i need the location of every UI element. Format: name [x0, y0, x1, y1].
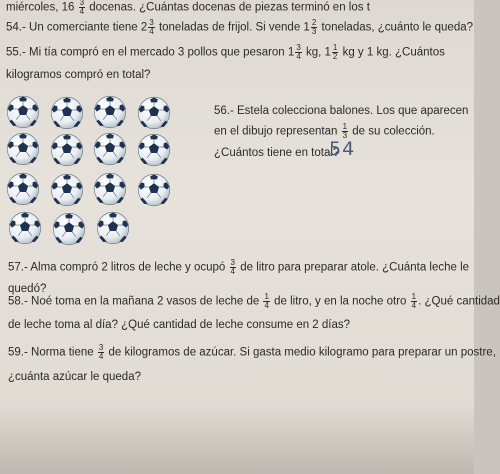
soccer-ball-icon — [93, 132, 127, 166]
text: 58.- Noé toma en la mañana 2 vasos de leche de — [8, 295, 260, 308]
text: miércoles, 16 — [6, 1, 75, 14]
question-58-cont — [8, 318, 350, 332]
text: ¿cuánta azúcar le queda? — [8, 371, 141, 383]
text: toneladas de frijol. Si vende 1 — [158, 21, 310, 34]
question-56 — [214, 104, 468, 118]
question-56-line2 — [214, 123, 435, 140]
text: de litro, y en la noche otro — [274, 295, 407, 308]
soccer-ball-icon — [93, 172, 127, 206]
fraction: $\frac{3}{4}$ — [98, 343, 104, 361]
question-56-line3 — [214, 146, 339, 160]
question-55 — [6, 44, 445, 61]
fraction: $\frac{1}{2}$ — [332, 43, 338, 61]
soccer-ball-icon — [6, 95, 40, 129]
text: quedó? — [8, 283, 47, 295]
soccer-ball-icon — [6, 172, 40, 206]
question-58 — [8, 293, 500, 310]
text: 57.- Alma compró 2 litros de leche y ocupó — [8, 261, 226, 274]
question-55-cont — [6, 68, 150, 82]
text: 56.- Estela colecciona balones. Los que aparecen — [214, 105, 469, 117]
fraction: $\frac{2}{3}$ — [311, 18, 317, 36]
prev-question-line — [6, 0, 370, 16]
question-54 — [6, 19, 473, 36]
text: kg, 1 — [305, 46, 331, 59]
fraction: $\frac{3}{4}$ — [296, 43, 301, 61]
soccer-ball-icon — [137, 173, 171, 207]
text: de litro para preparar atole. ¿Cuánta leche le — [240, 261, 470, 274]
fraction: $\frac{1}{3}$ — [342, 122, 348, 140]
question-59-cont — [8, 370, 141, 384]
soccer-ball-icon — [96, 211, 130, 245]
soccer-ball-icon — [52, 212, 86, 246]
text: . ¿Qué cantidad — [418, 295, 500, 308]
text: kg. ¿Cuántos — [376, 46, 445, 59]
text: 55.- Mi tía compró en el mercado 3 pollos que pesaron 1 — [6, 46, 295, 59]
page-shadow — [0, 404, 474, 474]
soccer-ball-icon — [6, 132, 40, 166]
fraction: $\frac{3}{4}$ — [230, 258, 235, 276]
soccer-ball-icon — [50, 173, 84, 207]
text: de su colección. — [352, 125, 435, 138]
text: ¿Cuántos tiene en total? — [214, 147, 340, 159]
soccer-ball-icon — [8, 211, 42, 245]
text: 54.- Un comerciante tiene 2 — [6, 21, 148, 34]
text: kg y 1 — [342, 46, 374, 59]
fraction: $\frac{3}{4}$ — [79, 0, 85, 16]
fraction: $\frac{1}{4}$ — [264, 292, 269, 310]
text: en el dibujo representan — [214, 125, 338, 138]
fraction: $\frac{1}{4}$ — [411, 292, 417, 310]
soccer-ball-icon — [93, 95, 127, 129]
fraction: $\frac{3}{4}$ — [149, 18, 154, 36]
soccer-ball-icon — [50, 133, 84, 167]
text: docenas. ¿Cuántas docenas de piezas terminó en los t — [89, 1, 370, 14]
text: de kilogramos de azúcar. Si gasta medio kilogramo para preparar un postre, — [108, 346, 496, 359]
question-57 — [8, 259, 469, 276]
text: toneladas, ¿cuánto le queda? — [321, 21, 474, 34]
text: kilogramos compró en total? — [6, 69, 151, 81]
text: de leche toma al día? ¿Qué cantidad de leche consume en 2 días? — [8, 319, 351, 331]
text: 59.- Norma tiene — [8, 346, 94, 359]
question-59 — [8, 344, 496, 361]
soccer-ball-icon — [137, 133, 171, 167]
soccer-ball-icon — [137, 96, 171, 130]
handwritten-answer: 54 — [329, 138, 356, 160]
soccer-ball-icon — [50, 96, 84, 130]
